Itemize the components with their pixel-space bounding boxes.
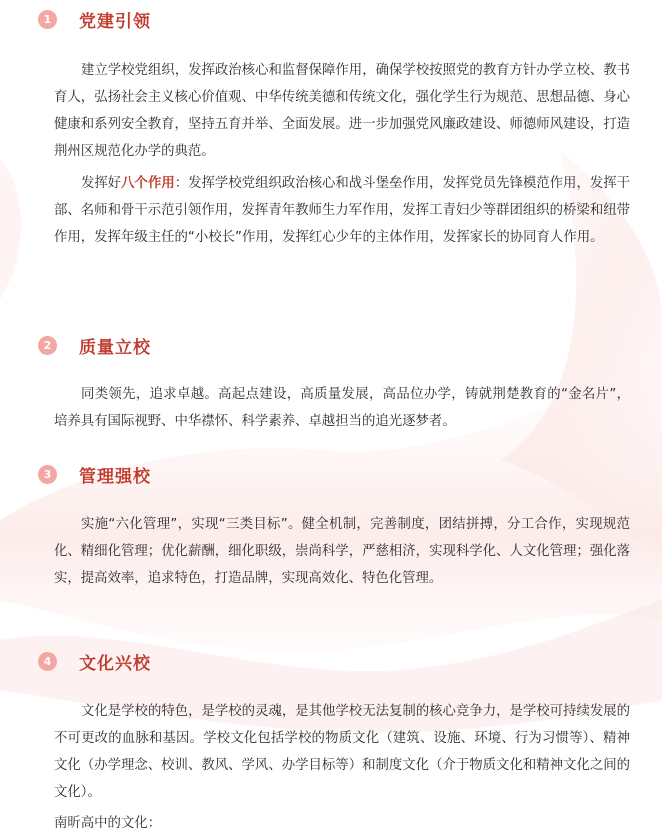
- section-title: 党建引领: [79, 11, 151, 32]
- section-title: 管理强校: [79, 466, 151, 487]
- paragraph: 实施“六化管理”，实现“三类目标”。健全机制，完善制度，团结拼搏，分工合作，实现规范化、精细化管理；优化薪酬，细化职级，崇尚科学，严慈相济，实现科学化、人文化管理；强化落实，提高效率，追求特色，打造品牌，实现高效化、特色化管理。: [54, 517, 630, 586]
- section-header: [38, 334, 151, 356]
- paragraph: 建立学校党组织，发挥政治核心和监督保障作用，确保学校按照党的教育方针办学立校、教书育人，弘扬社会主义核心价值观、中华传统美德和传统文化，强化学生行为规范、思想品德、身心健康和系列安全教育，坚持五育并举、全面发展。进一步加强党风廉政建设、师德师风建设，打造荆州区规范化办学的典范。: [54, 63, 631, 159]
- section-number-badge: 2: [38, 336, 57, 355]
- section-title: 文化兴校: [79, 653, 151, 674]
- paragraph: 文化是学校的特色，是学校的灵魂，是其他学校无法复制的核心竞争力，是学校可持续发展的不可更改的血脉和基因。学校文化包括学校的物质文化（建筑、设施、环境、行为习惯等）、精神文化（办学理念、校训、教风、学风、办学目标等）和制度文化（介于物质文化和精神文化之间的文化）。: [54, 704, 631, 800]
- section-title: 质量立校: [79, 337, 151, 358]
- highlight-text: 八个作用: [121, 176, 175, 191]
- paragraph-rest: ：发挥学校党组织政治核心和战斗堡垒作用，发挥党员先锋模范作用，发挥干部、名师和骨干示范引领作用，发挥青年教师生力军作用，发挥工青妇少等群团组织的桥梁和纽带作用，发挥年级主任的“小校长”作用，发挥红心少年的主体作用，发挥家长的协同育人作用。: [54, 176, 631, 245]
- section-header: [38, 463, 151, 485]
- section-number-badge: 4: [38, 652, 57, 671]
- section-header: [38, 650, 151, 672]
- trailing-line: 南昕高中的文化：: [54, 816, 162, 831]
- paragraph: 同类领先，追求卓越。高起点建设，高质量发展，高品位办学，铸就荆楚教育的“金名片”，培养具有国际视野、中华襟怀、科学素养、卓越担当的追光逐梦者。: [54, 387, 630, 429]
- paragraph-eight-roles: [54, 170, 630, 251]
- section-number-badge: 1: [38, 10, 57, 29]
- paragraph-prefix: 发挥好: [81, 176, 122, 191]
- section-number-badge: 3: [38, 465, 57, 484]
- section-header: [38, 8, 151, 30]
